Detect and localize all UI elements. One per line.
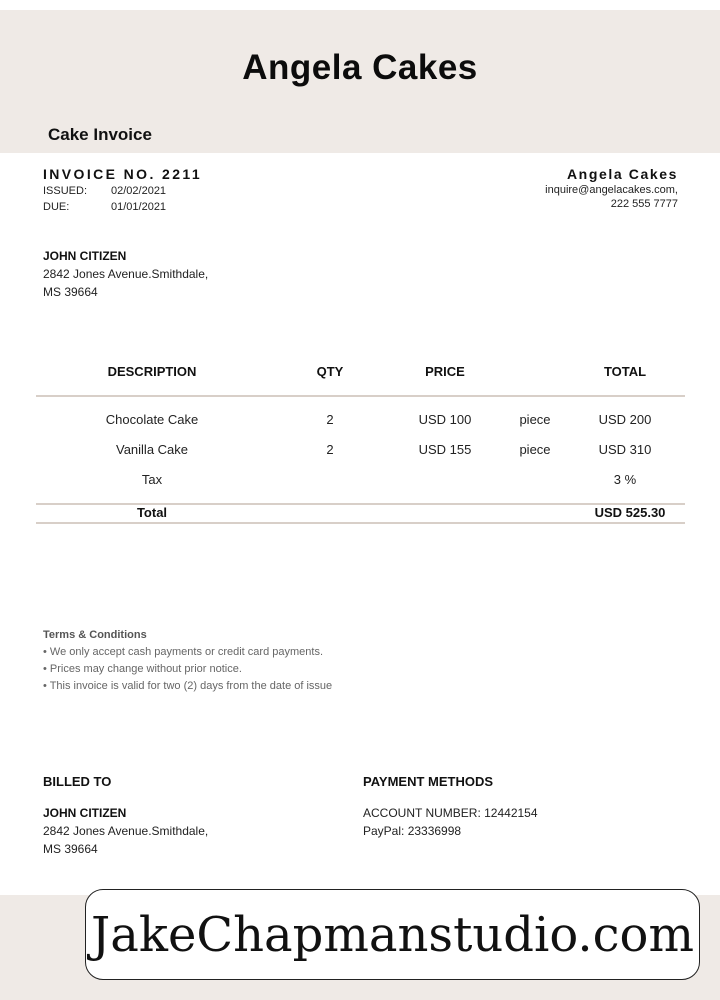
terms-title: Terms & Conditions (43, 629, 147, 641)
seller-phone: 222 555 7777 (610, 198, 678, 210)
row-unit: piece (519, 412, 551, 427)
row-description: Vanilla Cake (115, 442, 189, 457)
table-header-divider (36, 395, 685, 397)
tax-label: Tax (141, 472, 163, 487)
total-bottom-divider (36, 522, 685, 524)
row-total: USD 310 (598, 442, 652, 457)
due-date-row (43, 201, 166, 213)
tax-value: 3 % (613, 472, 637, 487)
brand-title: Angela Cakes (242, 48, 478, 87)
column-header-qty: QTY (316, 364, 344, 379)
due-value: 01/01/2021 (111, 201, 167, 213)
billed-to-address-line1: 2842 Jones Avenue.Smithdale, (43, 824, 209, 838)
terms-and-conditions (43, 627, 332, 695)
terms-item: • We only accept cash payments or credit card payments. (43, 646, 323, 658)
invoice-number: INVOICE NO. 2211 (43, 166, 203, 182)
row-total: USD 200 (598, 412, 652, 427)
due-label: DUE: (43, 201, 70, 213)
payment-methods-title: PAYMENT METHODS (363, 774, 494, 789)
billed-to-address-line2: MS 39664 (43, 842, 98, 856)
account-number: ACCOUNT NUMBER: 12442154 (363, 806, 538, 820)
document-type: Cake Invoice (48, 125, 152, 144)
issued-label: ISSUED: (43, 185, 88, 197)
row-price: USD 155 (418, 442, 472, 457)
client-address-line1: 2842 Jones Avenue.Smithdale, (43, 267, 209, 281)
client-address-line2: MS 39664 (43, 285, 98, 299)
seller-name: Angela Cakes (566, 166, 678, 182)
row-price: USD 100 (418, 412, 472, 427)
column-header-price: PRICE (425, 364, 465, 379)
watermark-banner: JakeChapmanstudio.com (85, 889, 700, 980)
payment-methods-info (363, 804, 538, 840)
client-name: JOHN CITIZEN (43, 249, 127, 263)
row-qty: 2 (326, 442, 334, 457)
paypal-number: PayPal: 23336998 (363, 824, 462, 838)
seller-email: inquire@angelacakes.com, (545, 184, 678, 196)
row-unit: piece (519, 442, 551, 457)
issued-date-row (43, 185, 166, 197)
column-header-total: TOTAL (603, 364, 647, 379)
billed-to-name: JOHN CITIZEN (43, 806, 127, 820)
client-info (43, 247, 208, 301)
total-value: USD 525.30 (594, 505, 666, 520)
row-qty: 2 (326, 412, 334, 427)
seller-info (545, 166, 678, 210)
row-description: Chocolate Cake (105, 412, 199, 427)
issued-value: 02/02/2021 (111, 185, 167, 197)
billed-to-info (43, 804, 208, 858)
terms-item: • This invoice is valid for two (2) days from the date of issue (43, 680, 333, 692)
total-label: Total (136, 505, 168, 520)
terms-item: • Prices may change without prior notice. (43, 663, 242, 675)
column-header-description: DESCRIPTION (107, 364, 197, 379)
billed-to-title: BILLED TO (43, 774, 112, 789)
